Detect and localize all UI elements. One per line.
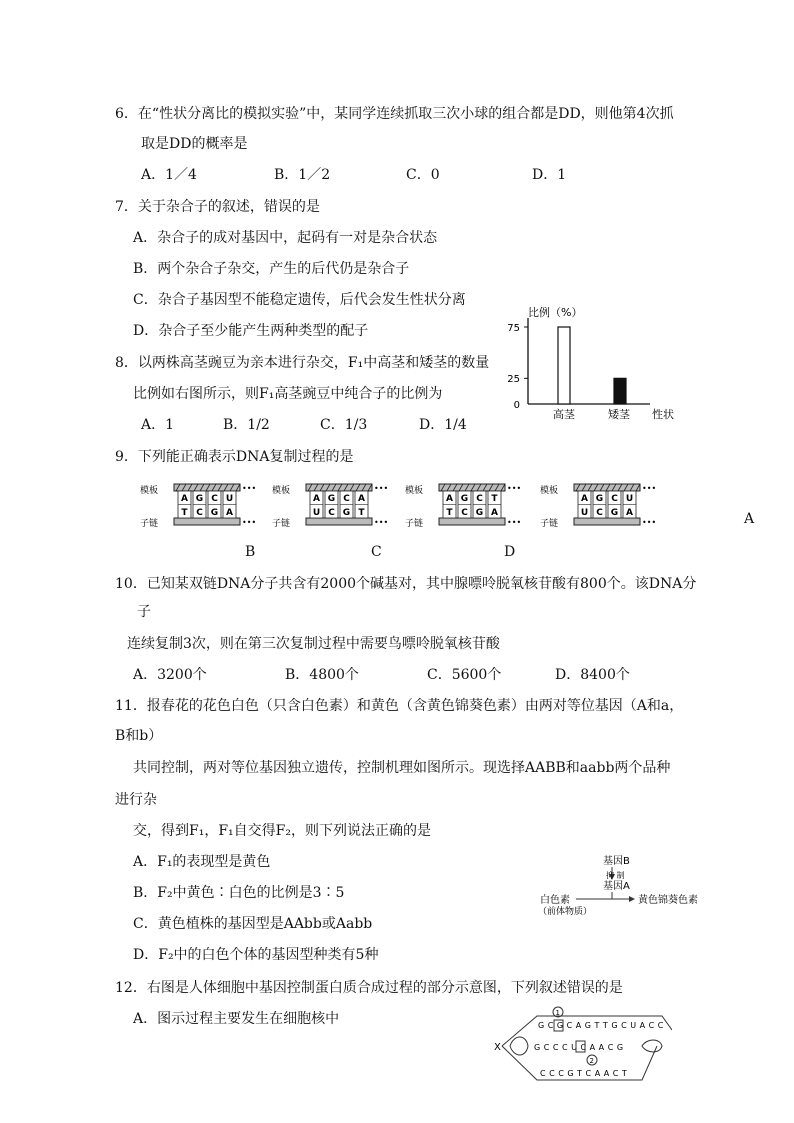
- chart-x-tick-short: 矮茎: [608, 408, 630, 421]
- top-base: G: [460, 494, 469, 504]
- q10-stem-line1: 10．已知某双链DNA分子共含有2000个碱基对，其中腺嘌呤脱氧核苷酸有800个。该DNA分: [115, 576, 697, 592]
- bottom-base: G: [475, 508, 484, 518]
- top-base: C: [476, 494, 483, 504]
- template-dots: •••: [374, 484, 389, 493]
- upper-strand-bases: G C G C A G T T G C U A C C: [538, 1021, 664, 1030]
- q6-option-c: C．0: [406, 167, 440, 183]
- top-base: A: [181, 494, 188, 504]
- q11-option-b: B．F₂中黄色∶白色的比例是3∶5: [133, 885, 345, 901]
- chart-bar-tall-stem: [558, 327, 570, 404]
- template-dots: •••: [507, 484, 522, 493]
- q6-stem-line1: 6．在“性状分离比的模拟实验”中，某同学连续抓取三次小球的组合都是DD，则他第4次抓: [115, 106, 674, 122]
- chart-y-tick-25: 25: [507, 374, 520, 385]
- chart-y-tick-0: 0: [513, 400, 520, 411]
- q8-option-c: C．1/3: [320, 417, 368, 433]
- q9-panel-c: [405, 480, 535, 530]
- chart-x-label: 性状: [652, 408, 674, 421]
- chart-x-tick-tall: 高茎: [553, 408, 575, 421]
- q10-option-c: C．5600个: [427, 667, 502, 683]
- top-base: G: [327, 494, 336, 504]
- top-base: C: [343, 494, 350, 504]
- top-base: U: [625, 494, 634, 504]
- top-base: T: [491, 494, 498, 504]
- q11-option-d: D．F₂中的白色个体的基因型种类有5种: [133, 947, 379, 963]
- q11-stem-line5: 交，得到F₁，F₁自交得F₂，则下列说法正确的是: [133, 823, 431, 839]
- q12-stem: 12．右图是人体细胞中基因控制蛋白质合成过程的部分示意图，下列叙述错误的是: [115, 980, 623, 996]
- q9-stem: 9．下列能正确表示DNA复制过程的是: [115, 449, 354, 465]
- top-base: C: [211, 494, 218, 504]
- q9-panel-a: [140, 480, 270, 530]
- template-strand-label: 模板: [140, 486, 159, 496]
- top-base: C: [611, 494, 618, 504]
- q11-stem-line2: B和b）: [115, 728, 163, 744]
- q8-stem-line1: 8．以两株高茎豌豆为亲本进行杂交，F₁中高茎和矮茎的数量: [115, 355, 490, 371]
- q9-option-label-a: A: [744, 511, 755, 527]
- chart-y-tick-75: 75: [507, 323, 520, 334]
- child-strand-bar: [306, 518, 372, 525]
- chart-y-label: 比例（%）: [528, 306, 583, 319]
- q10-option-a: A．3200个: [133, 667, 207, 683]
- bottom-base: T: [446, 508, 453, 518]
- q6-option-a: A．1／4: [141, 167, 197, 183]
- q11-stem-line1: 11．报春花的花色白色（只含白色素）和黄色（含黄色锦葵色素）由两对等位基因（A和a，: [115, 698, 684, 714]
- q7-stem: 7．关于杂合子的叙述，错误的是: [115, 199, 320, 215]
- q8-option-d: D．1/4: [419, 417, 467, 433]
- q7-option-c: C．杂合子基因型不能稳定遗传，后代会发生性状分离: [133, 292, 466, 308]
- child-dots: •••: [507, 518, 522, 527]
- child-dots: •••: [642, 518, 657, 527]
- top-base: G: [595, 494, 604, 504]
- bottom-base: G: [210, 508, 219, 518]
- bottom-base: T: [358, 508, 365, 518]
- top-base: G: [195, 494, 204, 504]
- template-strand-label: 模板: [540, 486, 559, 496]
- q10-option-b: B．4800个: [285, 667, 359, 683]
- marker-1-label: 1: [555, 1009, 560, 1017]
- child-strand-bar: [439, 518, 505, 525]
- q9-panel-b: [272, 480, 402, 530]
- q8-bar-chart: [490, 300, 690, 425]
- top-base: A: [358, 494, 365, 504]
- bottom-base: C: [461, 508, 468, 518]
- child-strand-label: 子链: [405, 519, 424, 529]
- q6-stem-line2: 取是DD的概率是: [141, 136, 248, 152]
- bottom-base: G: [610, 508, 619, 518]
- bottom-base: C: [196, 508, 203, 518]
- middle-strand-bases: G C C C U C A A C G: [534, 1043, 624, 1052]
- precursor-label: （前体物质）: [538, 907, 593, 917]
- q9-panel-d: [540, 480, 670, 530]
- bottom-base: A: [491, 508, 498, 518]
- q11-stem-line4: 进行杂: [115, 792, 157, 808]
- marker-2-label: 2: [589, 1057, 594, 1065]
- q6-option-b: B．1／2: [274, 167, 331, 183]
- left-ribosome-icon: [510, 1037, 528, 1055]
- bottom-base: C: [328, 508, 335, 518]
- gene-a-label: 基因A: [603, 881, 630, 892]
- child-strand-bar: [174, 518, 240, 525]
- template-dots: •••: [242, 484, 257, 493]
- q11-option-c: C．黄色植株的基因型是AAbb或Aabb: [133, 916, 373, 932]
- white-pigment-label: 白色素: [540, 895, 570, 906]
- top-base: A: [313, 494, 320, 504]
- top-base: A: [446, 494, 453, 504]
- q12-gene-expression-diagram: [492, 1000, 672, 1092]
- template-strand-label: 模板: [405, 486, 424, 496]
- child-dots: •••: [242, 518, 257, 527]
- bottom-base: U: [580, 508, 589, 518]
- bottom-base: A: [226, 508, 233, 518]
- q10-stem-line2: 子: [137, 604, 151, 620]
- yellow-pigment-label: 黄色锦葵色素: [638, 895, 698, 906]
- q9-option-label-b: B: [245, 544, 256, 560]
- child-strand-label: 子链: [140, 519, 159, 529]
- template-strand-label: 模板: [272, 486, 291, 496]
- q6-option-d: D．1: [532, 167, 567, 183]
- top-base: U: [225, 494, 234, 504]
- q7-option-b: B．两个杂合子杂交，产生的后代仍是杂合子: [133, 261, 410, 277]
- chart-bar-short-stem: [614, 378, 626, 404]
- child-dots: •••: [374, 518, 389, 527]
- q9-option-label-d: D: [504, 544, 516, 560]
- q11-mechanism-diagram: [530, 852, 730, 918]
- bottom-base: T: [181, 508, 188, 518]
- q10-option-d: D．8400个: [555, 667, 630, 683]
- child-strand-label: 子链: [540, 519, 559, 529]
- bottom-base: C: [596, 508, 603, 518]
- q7-option-a: A．杂合子的成对基因中，起码有一对是杂合状态: [133, 230, 438, 246]
- child-strand-label: 子链: [272, 519, 291, 529]
- left-x-label: X: [494, 1042, 501, 1053]
- lower-strand-bases: C C C G T C A A C T: [540, 1069, 628, 1078]
- q9-option-label-c: C: [371, 544, 382, 560]
- q7-option-d: D．杂合子至少能产生两种类型的配子: [133, 323, 369, 339]
- q11-stem-line3: 共同控制，两对等位基因独立遗传，控制机理如图所示。现选择AABB和aabb两个品种: [133, 760, 671, 776]
- bottom-base: U: [312, 508, 321, 518]
- gene-b-label: 基因B: [603, 856, 630, 867]
- q8-option-a: A．1: [141, 417, 175, 433]
- bottom-base: G: [342, 508, 351, 518]
- q12-option-a: A．图示过程主要发生在细胞核中: [133, 1011, 340, 1027]
- bottom-base: A: [626, 508, 633, 518]
- top-base: A: [581, 494, 588, 504]
- inhibit-label: 抑 制: [606, 871, 625, 880]
- template-dots: •••: [642, 484, 657, 493]
- child-strand-bar: [574, 518, 640, 525]
- q11-option-a: A．F₁的表现型是黄色: [133, 854, 271, 870]
- q8-option-b: B．1/2: [223, 417, 270, 433]
- right-ribosome-icon: [642, 1040, 662, 1052]
- q8-stem-line2: 比例如右图所示，则F₁高茎豌豆中纯合子的比例为: [133, 386, 443, 402]
- q10-stem-line3: 连续复制3次，则在第三次复制过程中需要鸟嘌呤脱氧核苷酸: [127, 636, 500, 652]
